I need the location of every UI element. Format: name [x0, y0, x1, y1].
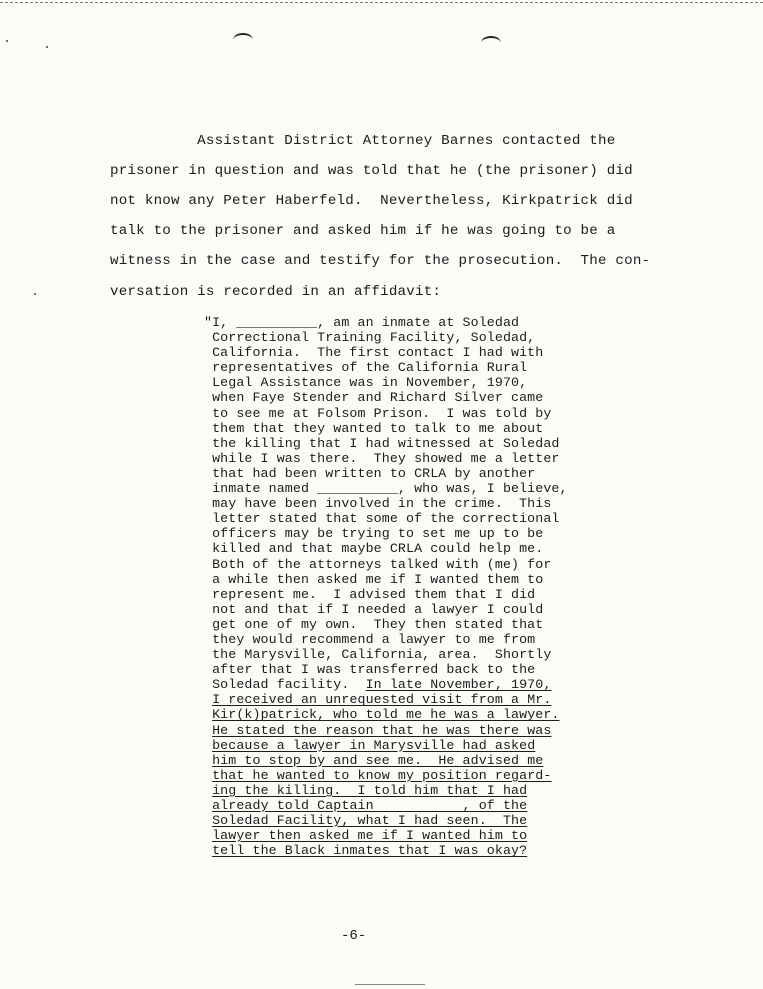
- quote-text: while I was there. They showed me a letter: [204, 450, 560, 466]
- quote-text: [204, 692, 212, 707]
- quote-line: [204, 315, 604, 330]
- quote-text: California. The first contact I had with: [204, 345, 544, 361]
- quote-line: [204, 798, 604, 813]
- quote-text: "I, __________, am an inmate at Soledad: [204, 315, 520, 330]
- quote-line: [204, 360, 604, 375]
- quote-underlined-text: Soledad Facility, what I had seen. The: [212, 813, 528, 829]
- quote-underlined-text: tell the Black inmates that I was okay?: [212, 843, 528, 859]
- footer-rule: [355, 984, 425, 985]
- quote-line: [204, 632, 604, 647]
- quote-line: [204, 421, 604, 436]
- quote-text: that had been written to CRLA by another: [204, 465, 536, 481]
- quote-text: after that I was transferred back to the: [204, 662, 536, 678]
- quote-text: a while then asked me if I wanted them to: [204, 571, 544, 587]
- quote-line: [204, 406, 604, 421]
- quote-text: killed and that maybe CRLA could help me.: [204, 541, 544, 557]
- quote-text: Soledad facility.: [204, 677, 366, 693]
- quote-text: to see me at Folsom Prison. I was told by: [204, 405, 552, 421]
- quote-line: [204, 843, 604, 858]
- quote-text: representatives of the California Rural: [204, 360, 528, 376]
- quote-line: [204, 707, 604, 722]
- quote-text: not and that if I needed a lawyer I could: [204, 601, 544, 617]
- quote-line: [204, 557, 604, 572]
- quote-line: [204, 496, 604, 511]
- quote-line: [204, 828, 604, 843]
- quote-line: [204, 436, 604, 451]
- quote-text: letter stated that some of the correctional: [204, 511, 560, 527]
- quote-line: [204, 572, 604, 587]
- top-dashed-border: [0, 2, 763, 3]
- quote-line: [204, 466, 604, 481]
- quote-underlined-text: that he wanted to know my position regard-: [212, 767, 552, 783]
- quote-text: [204, 738, 212, 753]
- quote-underlined-text: him to stop by and see me. He advised me: [212, 752, 544, 768]
- quote-text: them that they wanted to talk to me about: [204, 420, 544, 436]
- quote-text: [204, 707, 212, 722]
- scan-speck: [34, 293, 36, 295]
- quote-line: [204, 526, 604, 541]
- quote-text: [204, 798, 212, 813]
- punch-mark-left: [233, 33, 253, 47]
- quote-line: [204, 677, 604, 692]
- quote-text: [204, 828, 212, 843]
- quote-text: [204, 723, 212, 738]
- quote-line: [204, 390, 604, 405]
- quote-line: [204, 511, 604, 526]
- quote-underlined-text: He stated the reason that he was there was: [212, 722, 552, 738]
- quote-line: [204, 662, 604, 677]
- quote-underlined-text: In late November, 1970,: [365, 677, 552, 693]
- quote-text: represent me. I advised them that I did: [204, 586, 536, 602]
- quote-underlined-text: I received an unrequested visit from a Mr.: [212, 692, 552, 708]
- quote-line: [204, 481, 604, 496]
- quote-line: [204, 768, 604, 783]
- quote-line: [204, 330, 604, 345]
- quote-text: they would recommend a lawyer to me from: [204, 631, 536, 647]
- quote-line: [204, 647, 604, 662]
- paragraph-line: versation is recorded in an affidavit:: [110, 284, 442, 300]
- paragraph-line: talk to the prisoner and asked him if he was going to be a: [110, 223, 616, 239]
- quote-text: the killing that I had witnessed at Soledad: [204, 435, 560, 451]
- quote-line: [204, 723, 604, 738]
- quote-line: [204, 375, 604, 390]
- quote-text: when Faye Stender and Richard Silver came: [204, 390, 544, 406]
- quote-text: [204, 753, 212, 768]
- page-number: -6-: [341, 928, 367, 944]
- quote-text: [204, 783, 212, 798]
- quote-line: [204, 738, 604, 753]
- quote-text: get one of my own. They then stated that: [204, 616, 544, 632]
- quote-text: Both of the attorneys talked with (me) for: [204, 556, 552, 572]
- quote-text: the Marysville, California, area. Shortly: [204, 647, 552, 663]
- quote-underlined-text: already told Captain , of the: [212, 798, 528, 813]
- scan-speck: [46, 46, 48, 48]
- quote-text: Legal Assistance was in November, 1970,: [204, 375, 528, 391]
- quote-underlined-text: lawyer then asked me if I wanted him to: [212, 828, 528, 844]
- quote-line: [204, 753, 604, 768]
- quote-line: [204, 541, 604, 556]
- quote-line: [204, 587, 604, 602]
- quote-line: [204, 692, 604, 707]
- paragraph-line: not know any Peter Haberfeld. Nevertheless, Kirkpatrick did: [110, 193, 633, 209]
- quote-underlined-text: Kir(k)patrick, who told me he was a lawyer.: [212, 707, 560, 723]
- quote-underlined-text: because a lawyer in Marysville had asked: [212, 737, 536, 753]
- paragraph-line: Assistant District Attorney Barnes contacted the: [110, 133, 616, 149]
- paragraph-line: prisoner in question and was told that he (the prisoner) did: [110, 163, 633, 179]
- quote-text: may have been involved in the crime. This: [204, 496, 552, 512]
- quote-line: [204, 451, 604, 466]
- quote-text: inmate named __________, who was, I believe,: [204, 481, 568, 497]
- quote-text: [204, 843, 212, 858]
- quote-text: Correctional Training Facility, Soledad,: [204, 330, 536, 346]
- quote-underlined-text: ing the killing. I told him that I had: [212, 782, 528, 798]
- quote-text: [204, 768, 212, 783]
- quote-line: [204, 602, 604, 617]
- quote-line: [204, 783, 604, 798]
- affidavit-quote: [204, 315, 604, 858]
- quote-text: [204, 813, 212, 828]
- scan-speck: [6, 40, 8, 42]
- quote-text: officers may be trying to set me up to be: [204, 526, 544, 542]
- paragraph-line: witness in the case and testify for the prosecution. The con-: [110, 253, 651, 269]
- quote-line: [204, 617, 604, 632]
- punch-mark-right: [481, 36, 501, 50]
- quote-line: [204, 813, 604, 828]
- quote-line: [204, 345, 604, 360]
